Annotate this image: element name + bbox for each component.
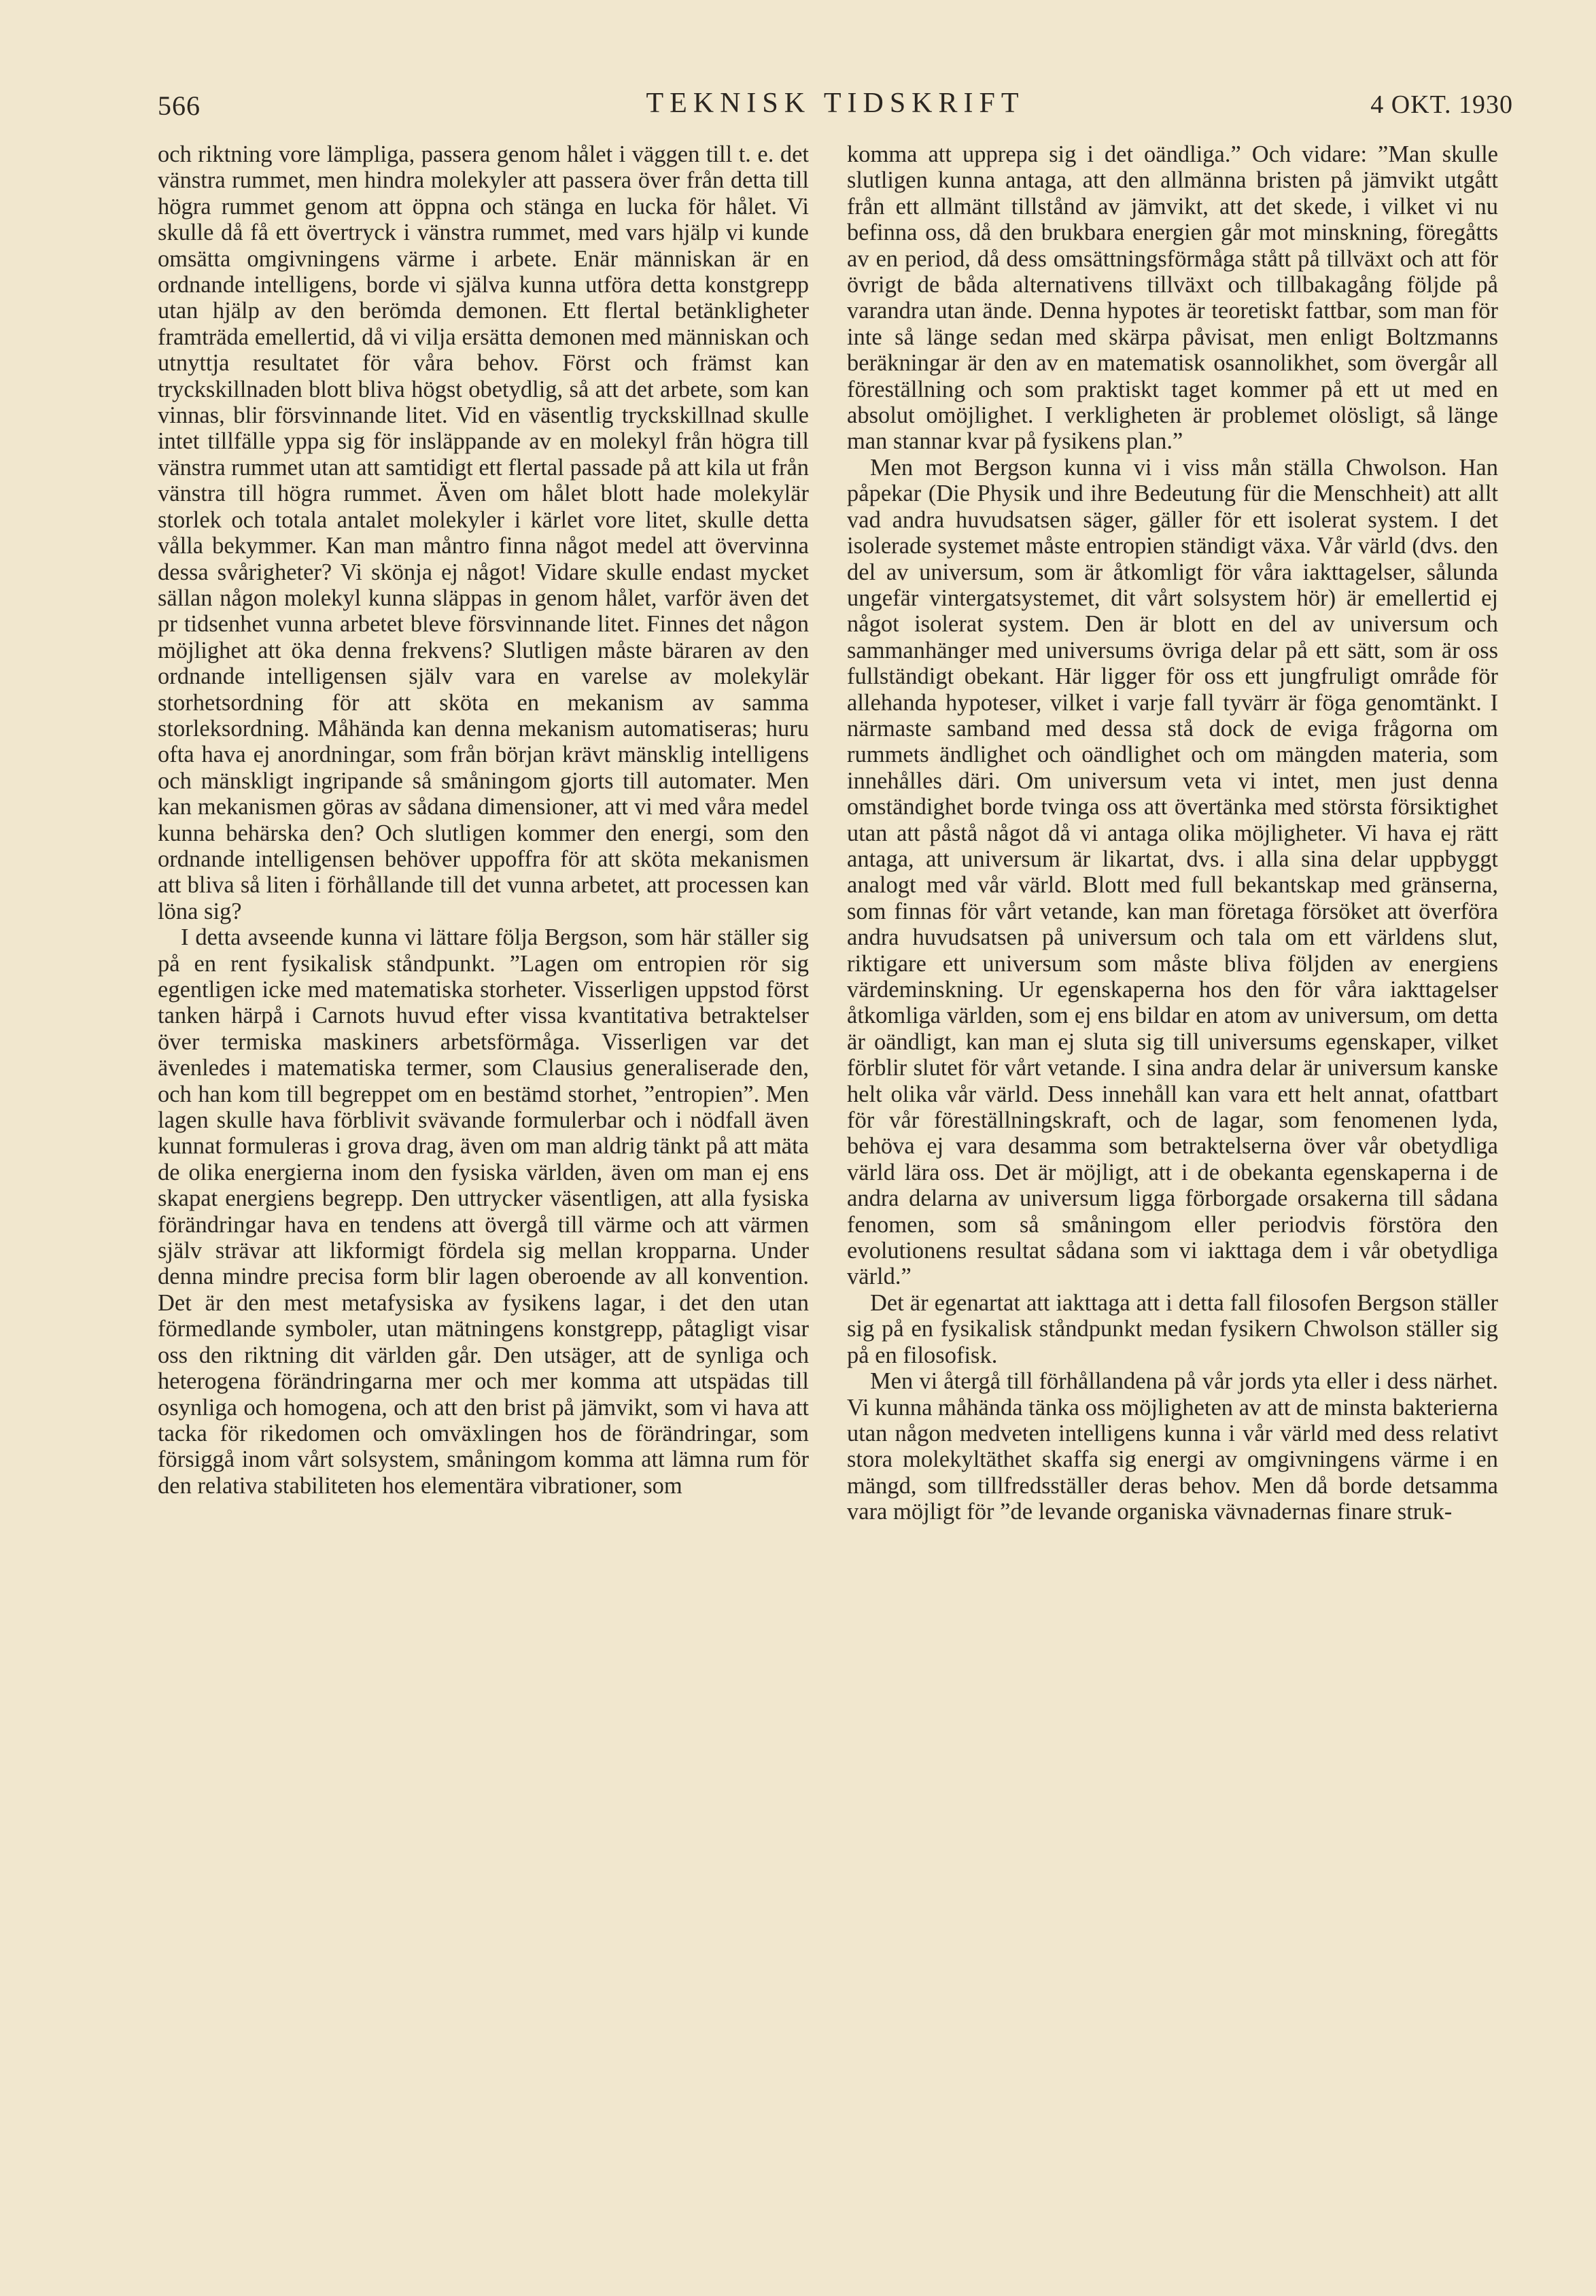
paragraph: I detta avseende kunna vi lättare följa Bergson, som här ställer sig på en rent fysikalisk ståndpunkt. ”Lagen om entropien rör sig egentligen icke med matematiska storheter. Visserligen uppstod först tanken härpå i Carnots huvud efter vissa kvantitativa betraktelser över termiska maskiners arbetsförmåga. Visserligen var det ävenledes i matematiska termer, som Clausius generaliserade den, och han kom till begreppet om en bestämd storhet, ”entropien”. Men lagen skulle hava förblivit svävande formulerbar och i nödfall även kunnat formuleras i grova drag, även om man aldrig tänkt på att mäta de olika energierna inom den fysiska världen, även om man ej ens skapat energiens begrepp. Den uttrycker väsentligen, att alla fysiska förändringar hava en tendens att övergå till värme och att värmen själv strävar att likformigt fördela sig mellan kropparna. Under denna mindre precisa form blir lagen oberoende av all konvention. Det är den mest metafysiska av fysikens lagar, i det den utan förmedlande symboler, utan mätningens konstgrepp, påtagligt visar oss den riktning dit världen går. Den utsäger, att de synliga och heterogena förändringarna mer och mer komma att utspädas till osynliga och homogena, och att den brist på jämvikt, som vi hava att tacka för rikedomen och omväxlingen hos de förändringar, som försiggå inom vårt solsystem, småningom komma att lämna rum för den relativa stabiliteten hos elementära vibrationer, som [158, 924, 809, 1499]
issue-date: 4 OKT. 1930 [1370, 90, 1513, 119]
paragraph: och riktning vore lämpliga, passera genom hålet i väggen till t. e. det vänstra rummet, men hindra molekyler att passera över från detta till högra rummet genom att öppna och stänga en lucka för hålet. Vi skulle då få ett övertryck i vänstra rummet, med vars hjälp vi kunde omsätta omgivningens värme i arbete. Enär människan är en ordnande intelligens, borde vi själva kunna utföra detta konstgrepp utan hjälp av den berömda demonen. Ett flertal betänkligheter framträda emellertid, då vi vilja ersätta demonen med människan och utnyttja resultatet för våra behov. Först och främst kan tryckskillnaden blott bliva högst obetydlig, så att det arbete, som kan vinnas, blir försvinnande litet. Vid en väsentlig tryckskillnad skulle intet tillfälle yppa sig för insläppande av en molekyl från högra till vänstra rummet utan att samtidigt ett flertal passade på att kila ut från vänstra till högra rummet. Även om hålet blott hade molekylär storlek och totala antalet molekyler i kärlet vore litet, skulle detta vålla bekymmer. Kan man måntro finna något medel att övervinna dessa svårigheter? Vi skönja ej något! Vidare skulle endast mycket sällan någon molekyl kunna släppas in genom hålet, varför även det pr tidsenhet vunna arbetet bleve försvinnande litet. Finnes det någon möjlighet att öka denna frekvens? Slutligen måste bäraren av den ordnande intelligensen själv vara en varelse av molekylär storhetsordning för att sköta en mekanism av samma storleksordning. Måhända kan denna mekanism automatiseras; huru ofta hava ej anordningar, som från början krävt mänsklig intelligens och mänskligt ingripande så småningom gjorts till automater. Men kan mekanismen göras av sådana dimensioner, att vi med våra medel kunna behärska den? Och slutligen kommer den energi, som den ordnande intelligensen behöver uppoffra för att sköta mekanismen att bliva så liten i förhållande till det vunna arbetet, att processen kan löna sig? [158, 141, 809, 924]
running-header [158, 87, 1513, 132]
paragraph: Men vi återgå till förhållandena på vår jords yta eller i dess närhet. Vi kunna måhända tänka oss möjligheten av att de minsta bakterierna utan någon medveten intelligens kunna i vår värld med dess relativt stora molekyltäthet skaffa sig energi av omgivningens värme i en mängd, som tillfredsställer deras behov. Men då borde detsamma vara möjligt för ”de levande organiska vävnadernas finare struk- [847, 1368, 1498, 1525]
journal-title: TEKNISK TIDSKRIFT [646, 88, 1025, 119]
paragraph: komma att upprepa sig i det oändliga.” Och vidare: ”Man skulle slutligen kunna antaga, att den allmänna bristen på jämvikt utgått från ett allmänt tillstånd av jämvikt, att det skede, i vilket vi nu befinna oss, då den brukbara energien går mot minskning, föregåtts av en period, då dess omsättningsförmåga stått på tillväxt och att för övrigt de båda alternativens tillväxt och tillbakagång följde på varandra utan ände. Denna hypotes är teoretiskt fattbar, som man för inte så länge sedan med skärpa påvisat, men enligt Boltzmanns beräkningar är den av en matematisk osannolikhet, som övergår all föreställning och som praktiskt taget kommer på ett ut med en absolut omöjlighet. I verkligheten är problemet olösligt, så länge man stannar kvar på fysikens plan.” [847, 141, 1498, 455]
page-number: 566 [158, 90, 201, 121]
paragraph: Det är egenartat att iakttaga att i detta fall filosofen Bergson ställer sig på en fysikalisk ståndpunkt medan fysikern Chwolson ställer sig på en filosofisk. [847, 1289, 1498, 1368]
paragraph: Men mot Bergson kunna vi i viss mån ställa Chwolson. Han påpekar (Die Physik und ihre Bedeutung für die Menschheit) att allt vad andra huvudsatsen säger, gäller för ett isolerat system. I det isolerade systemet måste entropien ständigt växa. Vår värld (dvs. den del av universum, som är åtkomligt för våra iakttagelser, sålunda ungefär vintergatsystemet, dit vårt solsystem hör) är emellertid ej något isolerat system. Den är blott en del av universum och sammanhänger med universums övriga delar på ett sätt, som är oss fullständigt obekant. Här ligger för oss ett jungfruligt område för allehanda hypoteser, vilket i varje fall tyvärr är föga genomtänkt. I närmaste samband med dessa stå dock de eviga frågorna om rummets ändlighet och oändlighet och om mängden materia, som innehålles däri. Om universum veta vi intet, men just denna omständighet borde tvinga oss att övertänka med största försiktighet utan att påstå något då vi antaga olika möjligheter. Vi hava ej rätt antaga, att universum är likartat, dvs. i alla sina delar uppbyggt analogt med vår värld. Blott med full bekantskap med gränserna, som finnas för vårt vetande, kan man företaga försöket att överföra andra huvudsatsen på universum och tala om ett världens slut, riktigare ett universum som måste bliva följden av energiens värdeminskning. Ur egenskaperna hos den för våra iakttagelser åtkomliga världen, som ej ens bildar en atom av universum, om detta är oändligt, kan man ej sluta sig till universums egenskaper, vilket förblir slutet för vårt vetande. I sina andra delar är universum kanske helt olika vår värld. Dess innehåll kan vara ett helt annat, ofattbart för vår föreställningskraft, och de lagar, som fenomenen lyda, behöva ej vara desamma som betraktelserna över vår obetydliga värld lära oss. Det är möjligt, att i de obekanta egenskaperna i de andra delarna av universum ligga förborgade orsakerna till sådana fenomen, som så småningom eller periodvis förstöra den evolutionens resultat sådana som vi iakttaga dem i vår obetydliga värld.” [847, 454, 1498, 1290]
left-column [158, 141, 809, 2228]
right-column [847, 141, 1498, 2228]
